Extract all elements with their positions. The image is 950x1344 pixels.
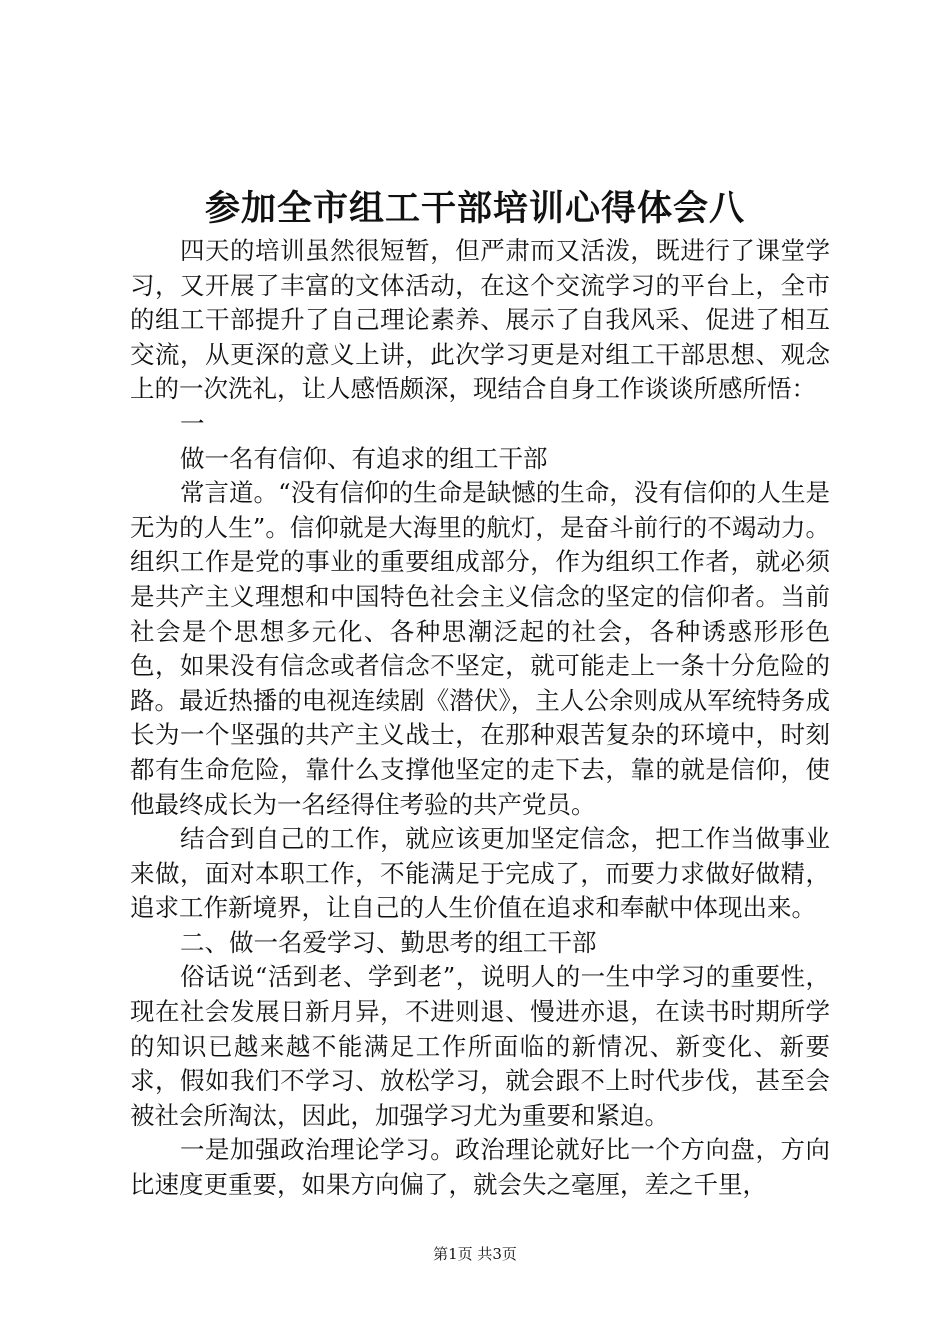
paragraph-work: 结合到自己的工作，就应该更加坚定信念，把工作当做事业来做，面对本职工作，不能满足于完成了，而要力求做好做精，追求工作新境界，让自己的人生价值在追求和奉献中体现出来。 <box>130 824 830 923</box>
document-body <box>130 234 830 1203</box>
paragraph-belief: 常言道。“没有信仰的生命是缺憾的生命，没有信仰的人生是无为的人生”。信仰就是大海里的航灯，是奋斗前行的不竭动力。组织工作是党的事业的重要组成部分，作为组织工作者，就必须是共产主义理想和中国特色社会主义信念的坚定的信仰者。当前社会是个思想多元化、各种思潮泛起的社会，各种诱惑形形色色，如果没有信念或者信念不坚定，就可能走上一条十分危险的路。最近热播的电视连续剧《潜伏》，主人公余则成从军统特务成长为一个坚强的共产主义战士，在那种艰苦复杂的环境中，时刻都有生命危险，靠什么支撑他坚定的走下去，靠的就是信仰，使他最终成长为一名经得住考验的共产党员。 <box>130 478 830 819</box>
paragraph-learning: 俗话说“活到老、学到老”，说明人的一生中学习的重要性，现在社会发展日新月异，不进则退、慢进亦退，在读书时期所学的知识已越来越不能满足工作所面临的新情况、新变化、新要求，假如我们不学习、放松学习，就会跟不上时代步伐，甚至会被社会所淘汰，因此，加强学习尤为重要和紧迫。 <box>130 962 830 1130</box>
document-title: 参加全市组工干部培训心得体会八 <box>204 188 745 229</box>
paragraph-political-theory: 一是加强政治理论学习。政治理论就好比一个方向盘，方向比速度更重要，如果方向偏了，就会失之毫厘，差之千里， <box>130 1135 830 1200</box>
paragraph-intro: 四天的培训虽然很短暂，但严肃而又活泼，既进行了课堂学习，又开展了丰富的文体活动，在这个交流学习的平台上，全市的组工干部提升了自己理论素养、展示了自我风采、促进了相互交流，从更深的意义上讲，此次学习更是对组工干部思想、观念上的一次洗礼，让人感悟颇深，现结合自身工作谈谈所感所悟： <box>130 236 830 404</box>
section-heading-two: 二、做一名爱学习、勤思考的组工干部 <box>180 927 597 957</box>
page-footer: 第1页 共3页 <box>433 1245 517 1263</box>
section-number-one: 一 <box>180 408 205 438</box>
section-heading-one: 做一名有信仰、有追求的组工干部 <box>180 443 548 473</box>
